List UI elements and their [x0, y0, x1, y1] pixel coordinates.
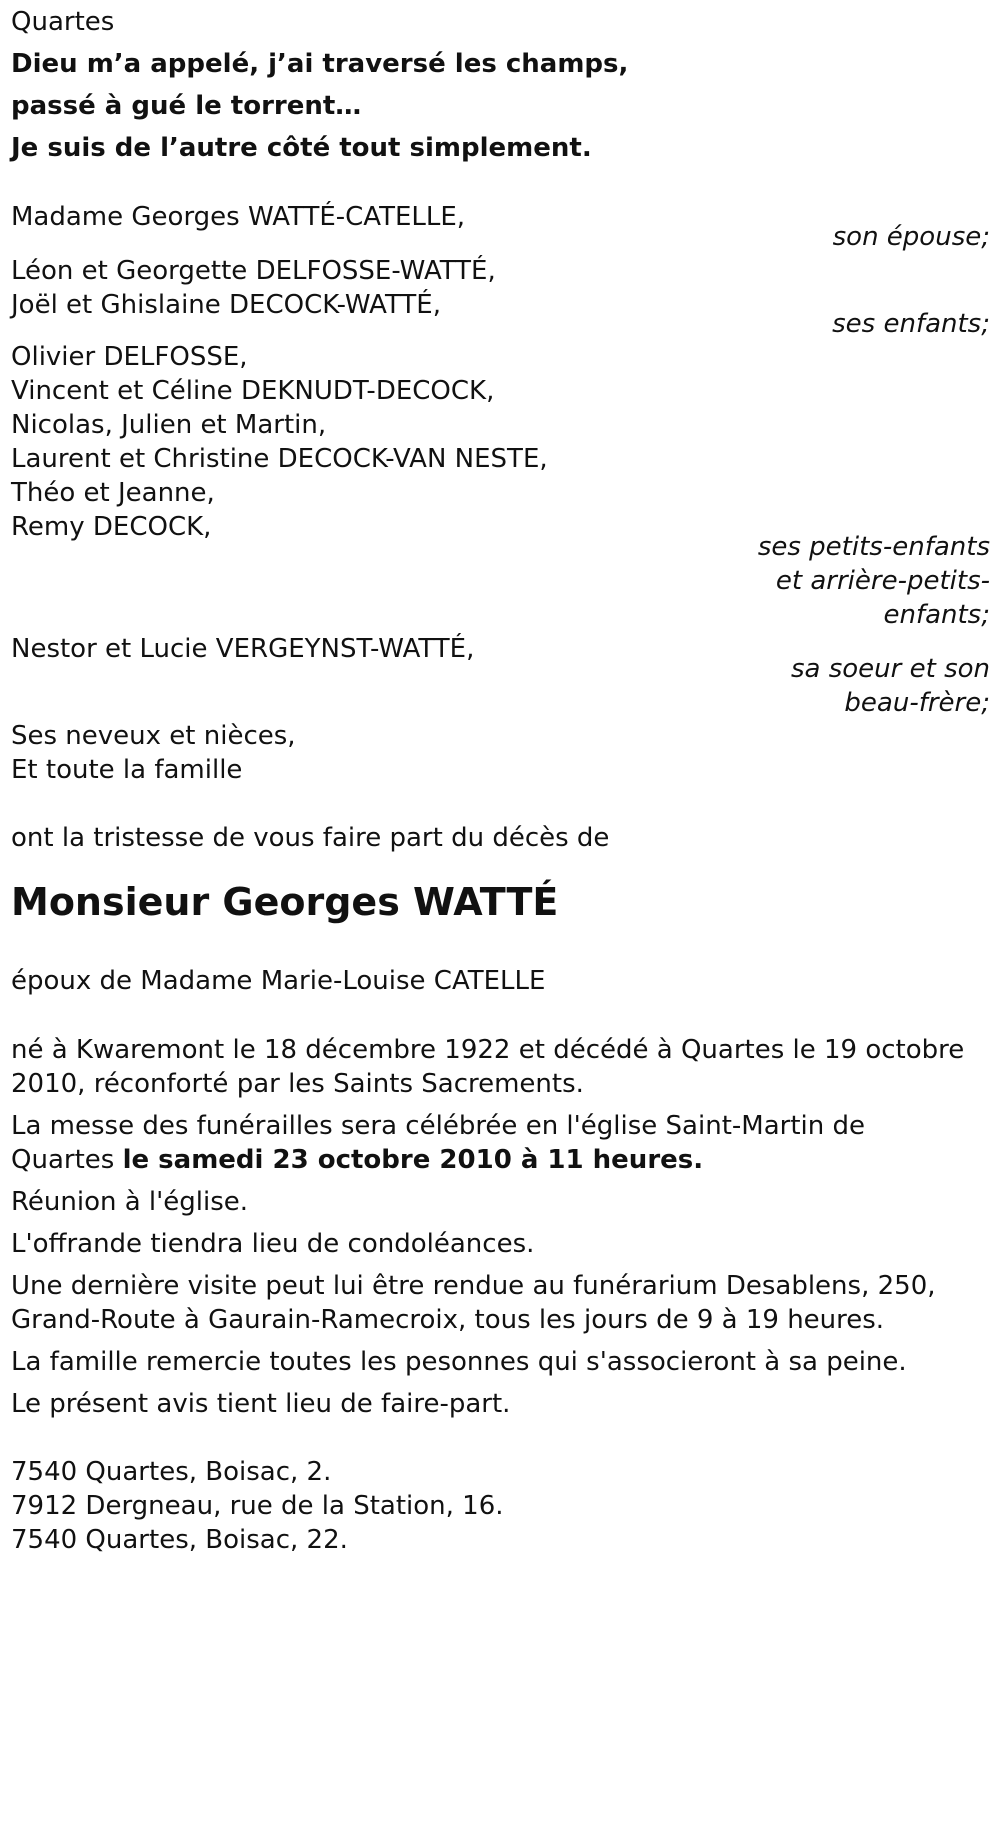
birth-death-line: né à Kwaremont le 18 décembre 1922 et décédé à Quartes le 19 octobre [11, 1035, 965, 1065]
announcement-intro: ont la tristesse de vous faire part du décès de [11, 823, 610, 853]
place-heading: Quartes [11, 7, 115, 37]
thanks-line: La famille remercie toutes les pesonnes qui s'associeront à sa peine. [11, 1347, 907, 1377]
grandchild-line: Remy DECOCK, [11, 512, 212, 542]
deceased-name: Monsieur Georges WATTÉ [11, 880, 559, 924]
poem-line: Dieu m’a appelé, j’ai traversé les champs, [11, 49, 629, 79]
grandchild-line: Théo et Jeanne, [11, 478, 215, 508]
sibling-role: sa soeur et son [790, 654, 990, 684]
grandchildren-role: enfants; [883, 600, 990, 630]
grandchild-line: Nicolas, Julien et Martin, [11, 410, 327, 440]
mass-line [11, 1140, 703, 1180]
child-line: Joël et Ghislaine DECOCK-WATTÉ, [11, 290, 441, 320]
grandchild-line: Vincent et Céline DEKNUDT-DECOCK, [11, 376, 495, 406]
spouse-role: son épouse; [832, 222, 990, 252]
mass-place: Quartes [11, 1145, 123, 1175]
sibling-role: beau-frère; [844, 688, 990, 718]
spouse-line: Madame Georges WATTÉ-CATELLE, [11, 202, 466, 232]
relatives-line: Ses neveux et nièces, [11, 721, 296, 751]
mass-line: La messe des funérailles sera célébrée en l'église Saint-Martin de [11, 1111, 865, 1141]
child-line: Léon et Georgette DELFOSSE-WATTÉ, [11, 256, 496, 286]
mass-date: le samedi 23 octobre 2010 à 11 heures. [122, 1145, 704, 1175]
grandchildren-role: ses petits-enfants [757, 532, 990, 562]
address-line: 7912 Dergneau, rue de la Station, 16. [11, 1491, 504, 1521]
notice-line: Le présent avis tient lieu de faire-part. [11, 1389, 511, 1419]
visit-line: Grand-Route à Gaurain-Ramecroix, tous les jours de 9 à 19 heures. [11, 1305, 885, 1335]
relatives-line: Et toute la famille [11, 755, 243, 785]
birth-death-line: 2010, réconforté par les Saints Sacrements. [11, 1069, 584, 1099]
grandchildren-role: et arrière-petits- [775, 566, 990, 596]
poem-line: Je suis de l’autre côté tout simplement. [11, 133, 592, 163]
children-role: ses enfants; [832, 309, 990, 339]
poem-line: passé à gué le torrent… [11, 91, 362, 121]
grandchild-line: Olivier DELFOSSE, [11, 342, 248, 372]
address-line: 7540 Quartes, Boisac, 22. [11, 1525, 348, 1555]
spouse-of-line: époux de Madame Marie-Louise CATELLE [11, 966, 546, 996]
sibling-line: Nestor et Lucie VERGEYNST-WATTÉ, [11, 634, 475, 664]
offering-line: L'offrande tiendra lieu de condoléances. [11, 1229, 535, 1259]
grandchild-line: Laurent et Christine DECOCK-VAN NESTE, [11, 444, 548, 474]
address-line: 7540 Quartes, Boisac, 2. [11, 1457, 332, 1487]
meeting-line: Réunion à l'église. [11, 1187, 249, 1217]
visit-line: Une dernière visite peut lui être rendue au funérarium Desablens, 250, [11, 1271, 936, 1301]
